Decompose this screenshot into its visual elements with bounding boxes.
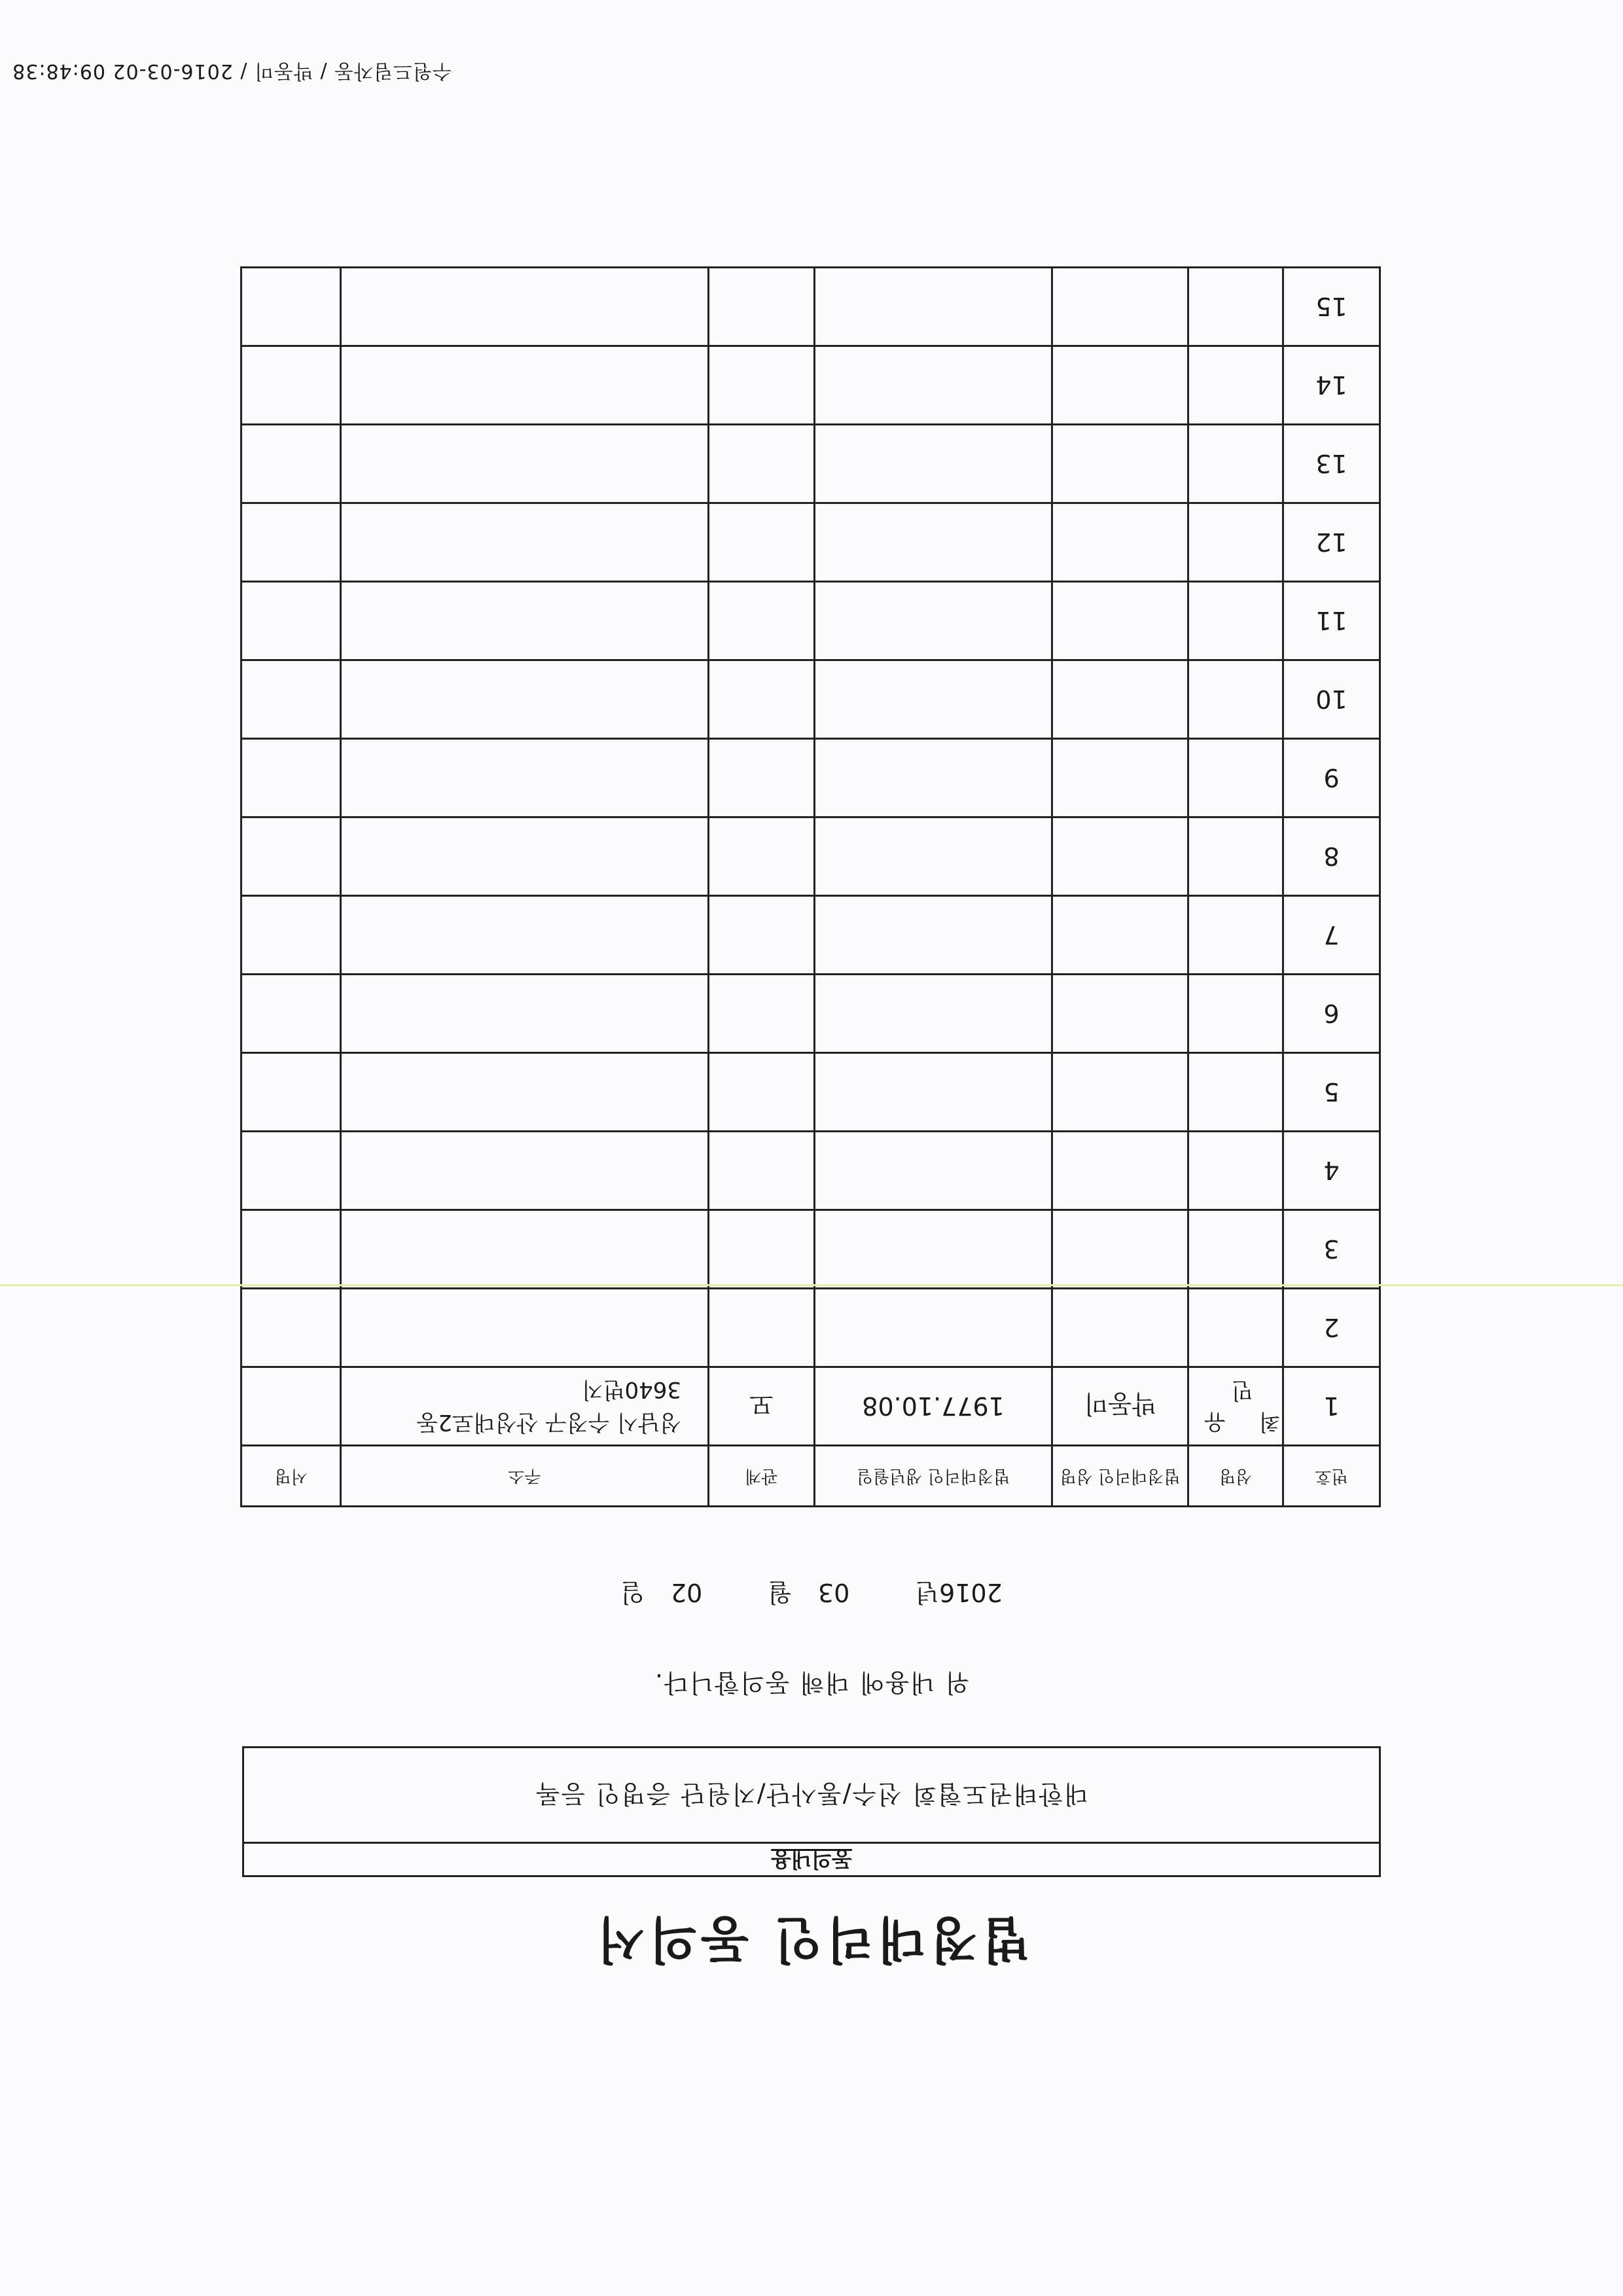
table-row xyxy=(241,660,1380,739)
row-relation xyxy=(709,660,815,739)
row-signature[interactable] xyxy=(241,346,341,425)
header-address: 주소 xyxy=(341,1446,709,1507)
table-row xyxy=(241,346,1380,425)
row-address xyxy=(341,346,709,425)
row-guardian-dob xyxy=(815,346,1052,425)
date-day: 02 xyxy=(670,1578,703,1607)
row-name xyxy=(1188,503,1283,582)
row-no: 15 xyxy=(1283,268,1380,346)
table-row xyxy=(241,1289,1380,1367)
header-relation: 관계 xyxy=(709,1446,815,1507)
table-row xyxy=(241,425,1380,503)
row-relation xyxy=(709,817,815,896)
header-guardian-dob: 법정대리인 생년월일 xyxy=(815,1446,1052,1507)
table-header-row xyxy=(241,1446,1380,1507)
guardian-table xyxy=(240,266,1381,1507)
row-guardian-dob xyxy=(815,817,1052,896)
scan-fold-line xyxy=(0,1284,1623,1286)
row-relation xyxy=(709,1053,815,1132)
address-line-2: 3640번지 xyxy=(581,1376,681,1403)
row-guardian-name xyxy=(1052,346,1188,425)
row-guardian-dob xyxy=(815,268,1052,346)
row-guardian-dob xyxy=(815,582,1052,660)
row-name xyxy=(1188,817,1283,896)
row-name xyxy=(1188,896,1283,975)
consent-body: 대한태권도협회 선수/통사단/지원단 증명인 등록 xyxy=(535,1780,1089,1808)
row-guardian-name xyxy=(1052,975,1188,1053)
table-row xyxy=(241,896,1380,975)
row-no: 8 xyxy=(1283,817,1380,896)
row-guardian-name xyxy=(1052,817,1188,896)
row-address xyxy=(341,660,709,739)
row-no: 7 xyxy=(1283,896,1380,975)
row-signature[interactable] xyxy=(241,268,341,346)
row-address xyxy=(341,1289,709,1367)
row-signature[interactable] xyxy=(241,1289,341,1367)
row-address xyxy=(341,425,709,503)
row-guardian-dob xyxy=(815,660,1052,739)
header-guardian-name: 법정대리인 성명 xyxy=(1052,1446,1188,1507)
row-relation xyxy=(709,1132,815,1210)
date-year: 2016 xyxy=(939,1578,1003,1607)
row-signature[interactable] xyxy=(241,503,341,582)
row-address xyxy=(341,975,709,1053)
row-guardian-dob: 1977.10.08 xyxy=(815,1367,1052,1446)
row-relation xyxy=(709,346,815,425)
row-guardian-name xyxy=(1052,1289,1188,1367)
print-header: 수원드림자동 / 박동미 / 2016-03-02 09:48:38 xyxy=(12,60,452,82)
date-month: 03 xyxy=(818,1578,850,1607)
row-signature[interactable] xyxy=(241,1210,341,1289)
row-no: 4 xyxy=(1283,1132,1380,1210)
table-row xyxy=(241,1132,1380,1210)
table-row xyxy=(241,582,1380,660)
row-name xyxy=(1188,425,1283,503)
address-line-1: 성남시 수정구 산성대로2동 xyxy=(416,1409,681,1436)
row-address xyxy=(341,739,709,817)
date-line xyxy=(0,1573,1623,1612)
consent-heading-text: 동의내용 xyxy=(771,1847,852,1872)
row-no: 12 xyxy=(1283,503,1380,582)
row-name xyxy=(1188,346,1283,425)
row-name xyxy=(1188,1289,1283,1367)
row-guardian-dob xyxy=(815,739,1052,817)
row-name xyxy=(1188,975,1283,1053)
row-guardian-dob xyxy=(815,1289,1052,1367)
row-name xyxy=(1188,739,1283,817)
row-guardian-dob xyxy=(815,425,1052,503)
row-signature[interactable] xyxy=(241,582,341,660)
row-address xyxy=(341,1053,709,1132)
row-no: 2 xyxy=(1283,1289,1380,1367)
row-guardian-dob xyxy=(815,1053,1052,1132)
row-address xyxy=(341,582,709,660)
row-name: 최 유 민 xyxy=(1188,1367,1283,1446)
header-signature: 서명 xyxy=(241,1446,341,1507)
row-guardian-name xyxy=(1052,1053,1188,1132)
row-signature[interactable] xyxy=(241,425,341,503)
row-signature[interactable] xyxy=(241,739,341,817)
row-guardian-dob xyxy=(815,1210,1052,1289)
table-body xyxy=(241,268,1380,1446)
row-relation: 모 xyxy=(709,1367,815,1446)
row-signature[interactable] xyxy=(241,660,341,739)
row-signature[interactable] xyxy=(241,975,341,1053)
row-signature[interactable] xyxy=(241,896,341,975)
row-name xyxy=(1188,660,1283,739)
row-address xyxy=(341,1367,709,1446)
row-no: 10 xyxy=(1283,660,1380,739)
table-row xyxy=(241,1367,1380,1446)
row-relation xyxy=(709,975,815,1053)
document-title: 법정대리인 동의서 xyxy=(593,1910,1030,1969)
row-address xyxy=(341,503,709,582)
agreement-statement: 위 내용에 대해 동의합니다. xyxy=(653,1668,970,1697)
row-guardian-dob xyxy=(815,503,1052,582)
row-name xyxy=(1188,1053,1283,1132)
table-row xyxy=(241,975,1380,1053)
row-no: 9 xyxy=(1283,739,1380,817)
row-guardian-name xyxy=(1052,739,1188,817)
row-no: 3 xyxy=(1283,1210,1380,1289)
row-guardian-name xyxy=(1052,896,1188,975)
row-name xyxy=(1188,1132,1283,1210)
row-address xyxy=(341,268,709,346)
table-row xyxy=(241,1053,1380,1132)
row-guardian-dob xyxy=(815,1132,1052,1210)
row-no: 14 xyxy=(1283,346,1380,425)
row-address xyxy=(341,1210,709,1289)
row-address xyxy=(341,896,709,975)
row-signature[interactable] xyxy=(241,1053,341,1132)
row-guardian-name xyxy=(1052,1210,1188,1289)
date-month-unit: 월 xyxy=(768,1578,792,1607)
consent-box xyxy=(242,1746,1381,1877)
row-signature[interactable] xyxy=(241,817,341,896)
table-row xyxy=(241,503,1380,582)
row-relation xyxy=(709,1210,815,1289)
row-guardian-name xyxy=(1052,425,1188,503)
row-no: 5 xyxy=(1283,1053,1380,1132)
date-day-unit: 일 xyxy=(620,1578,645,1607)
header-no: 번호 xyxy=(1283,1446,1380,1507)
row-relation xyxy=(709,582,815,660)
row-relation xyxy=(709,268,815,346)
row-no: 11 xyxy=(1283,582,1380,660)
row-no: 1 xyxy=(1283,1367,1380,1446)
row-guardian-name: 박동미 xyxy=(1052,1367,1188,1446)
table-row xyxy=(241,1210,1380,1289)
row-guardian-dob xyxy=(815,896,1052,975)
row-address xyxy=(341,1132,709,1210)
table-row xyxy=(241,817,1380,896)
row-relation xyxy=(709,739,815,817)
row-relation xyxy=(709,503,815,582)
guardian-table-wrapper xyxy=(242,266,1381,1507)
row-name xyxy=(1188,268,1283,346)
row-relation xyxy=(709,896,815,975)
row-no: 13 xyxy=(1283,425,1380,503)
row-signature[interactable] xyxy=(241,1367,341,1446)
row-relation xyxy=(709,425,815,503)
consent-heading xyxy=(244,1842,1379,1875)
header-name: 성명 xyxy=(1188,1446,1283,1507)
row-name xyxy=(1188,582,1283,660)
row-guardian-dob xyxy=(815,975,1052,1053)
row-signature[interactable] xyxy=(241,1132,341,1210)
row-name xyxy=(1188,1210,1283,1289)
row-no: 6 xyxy=(1283,975,1380,1053)
row-guardian-name xyxy=(1052,503,1188,582)
row-guardian-name xyxy=(1052,1132,1188,1210)
row-guardian-name xyxy=(1052,268,1188,346)
table-row xyxy=(241,268,1380,346)
row-guardian-name xyxy=(1052,660,1188,739)
table-row xyxy=(241,739,1380,817)
row-guardian-name xyxy=(1052,582,1188,660)
row-address xyxy=(341,817,709,896)
date-year-unit: 년 xyxy=(915,1578,940,1607)
row-relation xyxy=(709,1289,815,1367)
